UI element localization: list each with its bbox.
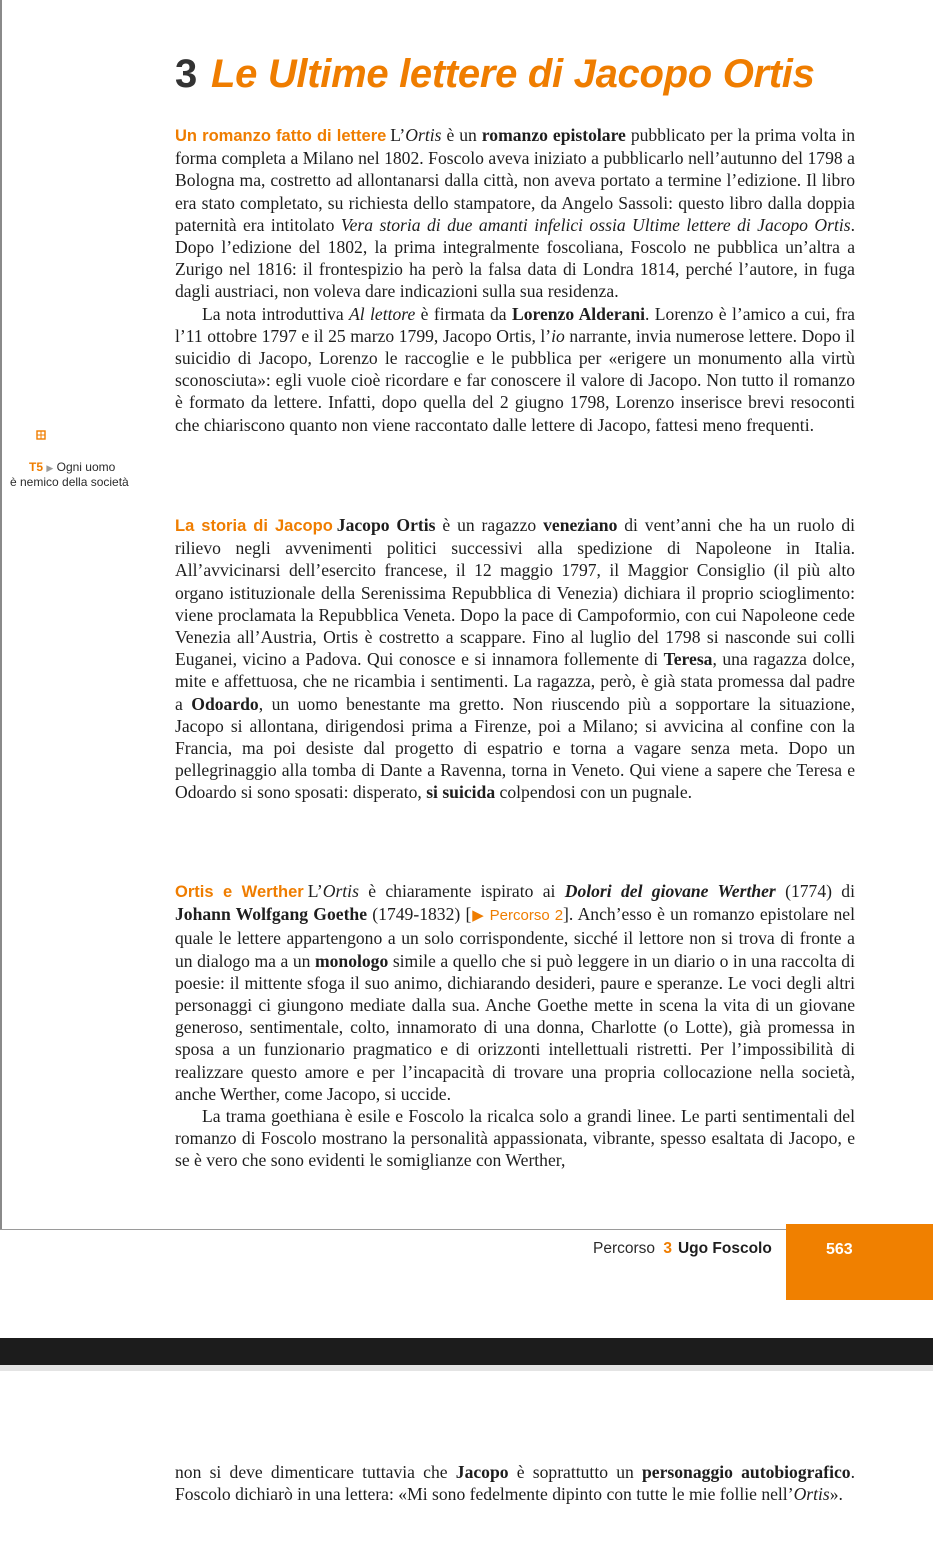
section-lead: Un romanzo fatto di lettere: [175, 127, 387, 145]
paragraph: [175, 880, 855, 1105]
footer-author: Ugo Foscolo: [677, 1240, 772, 1257]
text-run: . Dopo l’edizione del 1802, la prima integralmente foscoliana, Foscolo ne pubblica un’altra a Zurigo nel 1816: il frontespizio ha però la falsa data di Londra 1814, perché l’autore, in fuga dagli austriaci, non voleva dare indicazioni sulla sua residenza.: [175, 214, 855, 302]
crossref-marker-icon: [36, 430, 46, 440]
crossref-label: Percorso 2: [484, 907, 564, 925]
text-run-italic: Al lettore: [349, 303, 416, 324]
section-lead: Ortis e Werther: [175, 883, 304, 901]
text-run-italic: Vera storia di due amanti infelici ossia Ultime lettere di Jacopo Ortis: [340, 214, 851, 235]
text-run-bold: monologo: [314, 950, 389, 971]
text-run: ».: [829, 1484, 843, 1505]
text-run-bold: si suicida: [426, 782, 496, 803]
text-run: simile a quello che si può leggere in un diario o in una raccolta di poesie: il mittente sfoga il suo animo, dichiarando desideri, paure e speranze. Le voci degli altri personaggi ci giungono mediate dalla sua. Anche Goethe mette in scena la vita di un giovane generoso, sentimentale, colto, innamorato di una donna, Charlotte (o Lotte), già promessa in sposa a un funzionario pragmatico e di orizzonti intellettuali ristretti. Per l’impossibilità di realizzare questo amore e per l’incapacità di trovare una propria collocazione nella società, anche Werther, come Jacopo, si uccide.: [175, 950, 855, 1104]
text-run: è un: [441, 125, 482, 145]
section-romanzo-lettere: [175, 124, 855, 436]
page-gap-band: [0, 1338, 933, 1365]
text-run-bold-italic: Dolori del giovane Werther: [564, 881, 776, 901]
crossref-line2: è nemico della società: [10, 475, 129, 489]
text-run: pubblicato per la prima volta in forma completa a Milano nel 1802. Foscolo aveva iniziato a pubblicarlo nell’autunno del 1798 a Bologna ma, costretto ad allontanarsi dalla città, non aveva portato a termine l’edizione. Il libro era stato completato, su richiesta dello stampatore, da Angelo Sassoli: questo libro dalla doppia paternità era intitolato: [175, 125, 856, 235]
text-run-bold: Lorenzo Alderani: [511, 303, 646, 324]
page-number-box: [786, 1224, 933, 1300]
paragraph: La trama goethiana è esile e Foscolo la ricalca solo a grandi linee. Le parti sentimentali del romanzo di Foscolo mostrano la personalità appassionata, vibrante, spesso esaltata di Jacopo, e se è vero che sono evidenti le somiglianze con Werther,: [175, 1106, 855, 1171]
text-run: è soprattutto un: [508, 1462, 643, 1482]
footer-percorso-label: Percorso: [593, 1240, 656, 1257]
text-run-bold: romanzo epistolare: [481, 125, 626, 145]
text-run-italic: Ortis: [322, 881, 359, 901]
paragraph: [175, 514, 855, 804]
crossref-code: T5: [29, 460, 44, 474]
page-edge-rule: [0, 0, 2, 1230]
footer-rule: [0, 1229, 786, 1230]
page-number: 563: [826, 1241, 853, 1258]
text-run: . Lorenzo è l’amico a cui, fra l’11 ottobre 1797 e il 25 marzo 1799, Jacopo Ortis, l’: [175, 303, 855, 346]
percorso-crossref-link[interactable]: [471, 907, 563, 924]
text-run-bold: veneziano: [543, 515, 618, 535]
text-run: (1749-1832) [: [367, 904, 472, 925]
text-run: , un uomo benestante ma gretto. Non riuscendo più a sopportare la situazione, Jacopo si allontana, dirigendosi prima a Firenze, poi a Milano; si avvicina al confine con la Francia, ma poi desiste dal progetto di espatrio e torna a vagare senza meta. Dopo un pellegrinaggio alla tomba di Dante a Ravenna, torna in Veneto. Qui viene a sapere che Teresa e Odoardo si sono sposati: disperato,: [175, 693, 855, 803]
chapter-number: 3: [175, 52, 197, 96]
paragraph: [175, 303, 855, 436]
text-run-bold: Odoardo: [191, 693, 259, 714]
section-ortis-werther: [175, 880, 855, 1172]
text-run-bold: Teresa: [663, 649, 713, 670]
triangle-right-icon: ▶: [471, 907, 485, 925]
text-run-bold: personaggio autobiografico: [642, 1462, 851, 1482]
footer-percorso-number: 3: [663, 1240, 672, 1257]
triangle-right-icon: ▶: [46, 463, 54, 473]
text-run-bold: Johann Wolfgang Goethe: [175, 904, 368, 925]
text-run: L’: [390, 125, 406, 145]
text-run: ]. Anch’esso è un romanzo epistolare nel quale le lettere appartengono a un solo corrispondente, sicché il lettore non si trova di fronte a un dialogo ma a un: [175, 904, 855, 971]
section-storia-jacopo: [175, 514, 855, 804]
text-run: colpendosi con un pugnale.: [495, 782, 693, 803]
section-lead: La storia di Jacopo: [175, 517, 333, 535]
text-run: non si deve dimenticare tuttavia che: [175, 1462, 456, 1482]
text-run: . Foscolo dichiarò in una lettera: «Mi sono fedelmente dipinto con tutte le mie follie nell’: [175, 1462, 855, 1505]
text-run-bold: Jacopo Ortis: [336, 515, 436, 535]
chapter-title-text: Le Ultime lettere di Jacopo Ortis: [210, 52, 815, 96]
text-run-italic: io: [551, 325, 565, 346]
text-run: di vent’anni che ha un ruolo di rilievo negli avvenimenti politici successivi alla spedizione di Napoleone in Italia. All’avvicinarsi dell’esercito francese, il 12 maggio 1797, il Maggior Consiglio (il più alto organo istituzionale della Serenissima Repubblica di Venezia) dichiara il proprio scioglimento: viene proclamata la Repubblica Veneta. Dopo la pace di Campoformio, con cui Napoleone cede Venezia all’Austria, Ortis è costretto a scappare. Fino al luglio del 1798 si nasconde sui colli Euganei, vicino a Padova. Qui conosce e si innamora follemente di: [175, 515, 856, 670]
text-run: La nota introduttiva: [202, 303, 350, 324]
text-run-italic: Ortis: [405, 125, 442, 145]
crossref-line1: Ogni uomo: [56, 460, 116, 474]
text-run: è un ragazzo: [435, 515, 544, 535]
side-crossref-note[interactable]: [10, 460, 169, 489]
text-run-italic: Ortis: [793, 1484, 830, 1505]
paragraph: [175, 1461, 855, 1505]
text-run: narrante, invia numerose lettere. Dopo il suicidio di Jacopo, Lorenzo le raccoglie e le pubblica per «erigere un monumento alla virtù sconosciuta»: egli vuole cioè ricordare e far conoscere il valore di Jacopo. Non tutto il romanzo è formato da lettere. Infatti, dopo quella del 2 giugno 1798, Lorenzo inserisce brevi resoconti che chiariscono quanto non viene raccontato dalle lettere di Jacopo, fattesi meno frequenti.: [175, 325, 856, 435]
chapter-title: [175, 52, 815, 97]
text-run: è firmata da: [415, 303, 512, 324]
paragraph: [175, 124, 855, 303]
text-run: L’: [307, 881, 323, 901]
text-run: (1774) di: [775, 881, 855, 901]
text-run: , una ragazza dolce, mite e affettuosa, che ne ricambia i sentimenti. La ragazza, però, è già stata promessa dal padre a: [175, 649, 855, 714]
text-run-bold: Jacopo: [455, 1462, 509, 1482]
next-page-continuation: [175, 1461, 855, 1505]
running-footer: [593, 1240, 772, 1258]
text-run: è chiaramente ispirato ai: [358, 881, 565, 901]
next-page-edge: [0, 1365, 933, 1371]
